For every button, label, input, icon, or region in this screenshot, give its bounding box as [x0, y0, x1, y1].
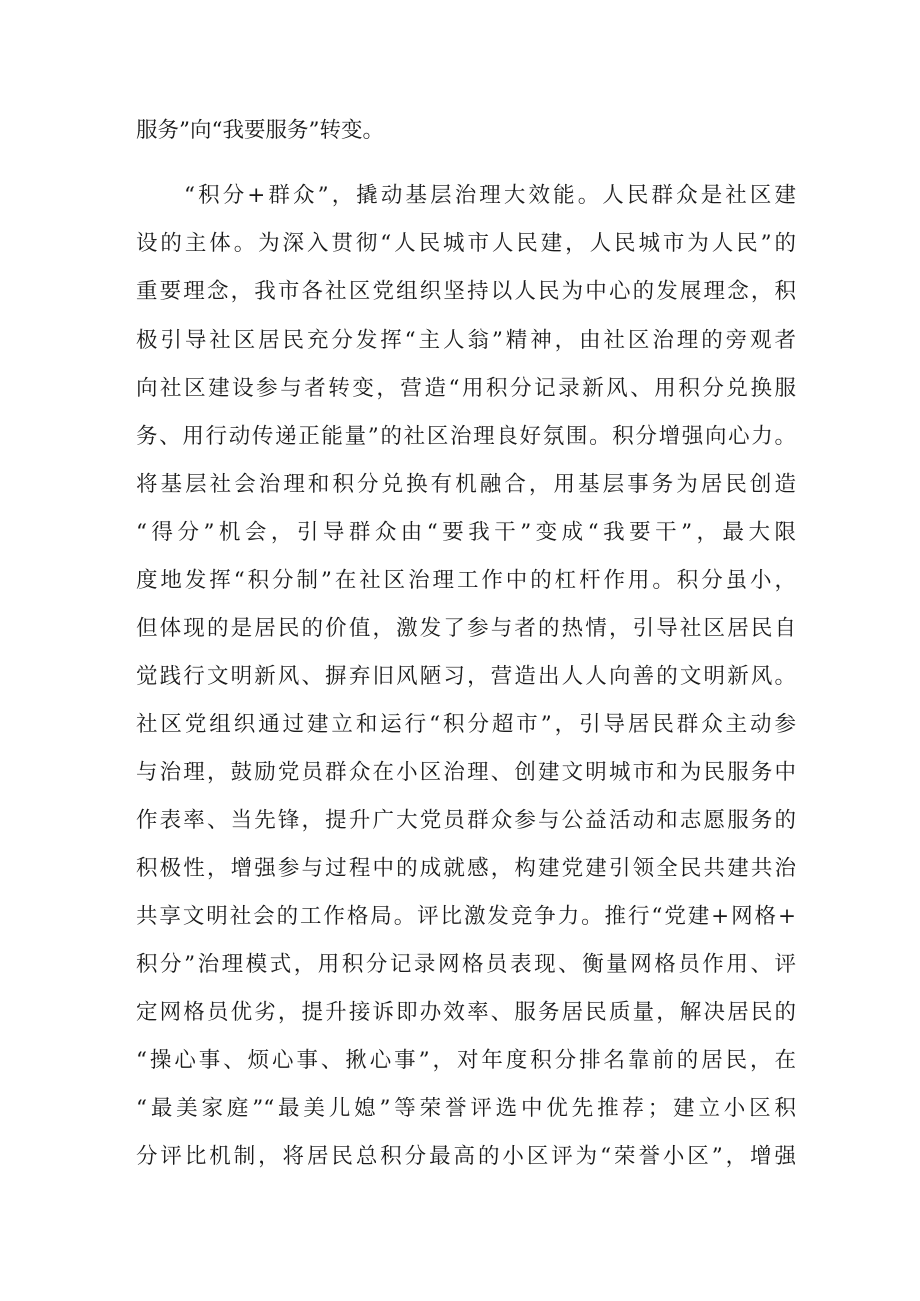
- text-line: 定网格员优劣，提升接诉即办效率、服务居民质量，解决居民的: [136, 1000, 796, 1025]
- text-line: 度地发挥“积分制”在社区治理工作中的杠杆作用。积分虽小，: [136, 568, 796, 593]
- text-line: 服务”向“我要服务”转变。: [136, 118, 384, 143]
- text-line: 务、用行动传递正能量”的社区治理良好氛围。积分增强向心力。: [136, 424, 796, 449]
- text-line: 共享文明社会的工作格局。评比激发竞争力。推行“党建+网格+: [136, 904, 796, 929]
- text-line: “得分”机会，引导群众由“要我干”变成“我要干”，最大限: [136, 520, 796, 545]
- text-line: 极引导社区居民充分发挥“主人翁”精神，由社区治理的旁观者: [136, 328, 796, 353]
- text-line: 积极性，增强参与过程中的成就感，构建党建引领全民共建共治: [136, 856, 796, 881]
- text-line: 重要理念，我市各社区党组织坚持以人民为中心的发展理念，积: [136, 279, 796, 304]
- text-line: 作表率、当先锋，提升广大党员群众参与公益活动和志愿服务的: [136, 808, 796, 833]
- text-line: 觉践行文明新风、摒弃旧风陋习，营造出人人向善的文明新风。: [136, 664, 796, 689]
- text-line: “操心事、烦心事、揪心事”，对年度积分排名靠前的居民，在: [136, 1048, 796, 1073]
- text-line: “最美家庭”“最美儿媳”等荣誉评选中优先推荐；建立小区积: [136, 1096, 796, 1121]
- text-line: 积分”治理模式，用积分记录网格员表现、衡量网格员作用、评: [136, 952, 796, 977]
- text-line: 将基层社会治理和积分兑换有机融合，用基层事务为居民创造: [136, 472, 796, 497]
- paragraph-first-line: “积分+群众”，撬动基层治理大效能。人民群众是社区建: [184, 183, 796, 208]
- text-line: 社区党组织通过建立和运行“积分超市”，引导居民群众主动参: [136, 712, 796, 737]
- text-line: 但体现的是居民的价值，激发了参与者的热情，引导社区居民自: [136, 616, 796, 641]
- text-line: 向社区建设参与者转变，营造“用积分记录新风、用积分兑换服: [136, 376, 796, 401]
- text-line: 分评比机制，将居民总积分最高的小区评为“荣誉小区”，增强: [136, 1144, 796, 1169]
- text-line: 设的主体。为深入贯彻“人民城市人民建，人民城市为人民”的: [136, 231, 796, 256]
- text-line: 与治理，鼓励党员群众在小区治理、创建文明城市和为民服务中: [136, 760, 796, 785]
